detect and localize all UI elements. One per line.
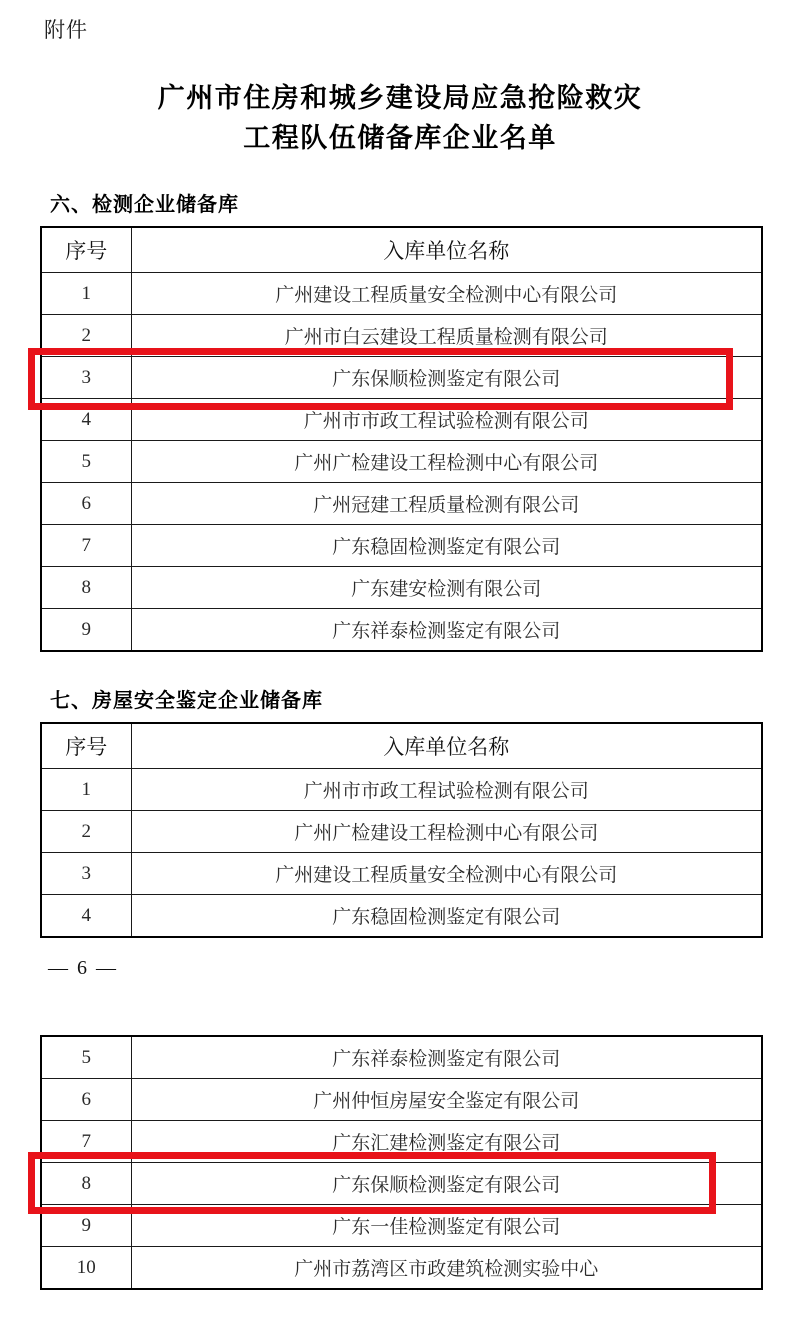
table-detection-enterprises xyxy=(40,226,763,652)
cell-company-name: 广东保顺检测鉴定有限公司 xyxy=(131,357,762,399)
table-row xyxy=(41,399,762,441)
cell-company-name: 广州冠建工程质量检测有限公司 xyxy=(131,483,762,525)
table-row xyxy=(41,1079,762,1121)
cell-company-name: 广东祥泰检测鉴定有限公司 xyxy=(131,609,762,652)
title-line-2: 工程队伍储备库企业名单 xyxy=(243,123,557,153)
cell-index: 6 xyxy=(41,1079,131,1121)
cell-index: 4 xyxy=(41,399,131,441)
page-title xyxy=(0,78,800,158)
cell-company-name: 广东汇建检测鉴定有限公司 xyxy=(131,1121,762,1163)
cell-index: 8 xyxy=(41,567,131,609)
section-heading-7: 七、房屋安全鉴定企业储备库 xyxy=(50,690,323,712)
table-row xyxy=(41,315,762,357)
table-row xyxy=(41,1247,762,1290)
cell-company-name: 广州广检建设工程检测中心有限公司 xyxy=(131,811,762,853)
cell-company-name: 广东稳固检测鉴定有限公司 xyxy=(131,895,762,938)
cell-company-name: 广州市白云建设工程质量检测有限公司 xyxy=(131,315,762,357)
table-row xyxy=(41,1205,762,1247)
cell-company-name: 广州广检建设工程检测中心有限公司 xyxy=(131,441,762,483)
section-heading-6: 六、检测企业储备库 xyxy=(50,194,239,216)
table-row xyxy=(41,357,762,399)
cell-company-name: 广州建设工程质量安全检测中心有限公司 xyxy=(131,853,762,895)
cell-index: 4 xyxy=(41,895,131,938)
cell-index: 2 xyxy=(41,315,131,357)
cell-index: 5 xyxy=(41,441,131,483)
cell-index: 2 xyxy=(41,811,131,853)
column-header-name: 入库单位名称 xyxy=(131,723,762,769)
cell-company-name: 广东祥泰检测鉴定有限公司 xyxy=(131,1036,762,1079)
cell-index: 6 xyxy=(41,483,131,525)
cell-company-name: 广州市荔湾区市政建筑检测实验中心 xyxy=(131,1247,762,1290)
cell-index: 7 xyxy=(41,525,131,567)
cell-index: 1 xyxy=(41,273,131,315)
cell-company-name: 广东一佳检测鉴定有限公司 xyxy=(131,1205,762,1247)
table-row xyxy=(41,525,762,567)
attachment-label: 附件 xyxy=(44,18,88,42)
cell-index: 3 xyxy=(41,357,131,399)
title-line-1: 广州市住房和城乡建设局应急抢险救灾 xyxy=(157,83,643,113)
cell-company-name: 广东保顺检测鉴定有限公司 xyxy=(131,1163,762,1205)
cell-company-name: 广州市市政工程试验检测有限公司 xyxy=(131,769,762,811)
cell-company-name: 广东稳固检测鉴定有限公司 xyxy=(131,525,762,567)
table-header-row xyxy=(41,723,762,769)
cell-index: 9 xyxy=(41,1205,131,1247)
table-header-row xyxy=(41,227,762,273)
page-number: — 6 — xyxy=(48,957,118,979)
cell-company-name: 广东建安检测有限公司 xyxy=(131,567,762,609)
table-housing-safety-appraisal-continued xyxy=(40,1035,763,1290)
table-row xyxy=(41,853,762,895)
table-row xyxy=(41,567,762,609)
cell-index: 9 xyxy=(41,609,131,652)
column-header-index: 序号 xyxy=(41,723,131,769)
table-row xyxy=(41,441,762,483)
cell-company-name: 广州建设工程质量安全检测中心有限公司 xyxy=(131,273,762,315)
table-row xyxy=(41,273,762,315)
table-row xyxy=(41,483,762,525)
table-row xyxy=(41,811,762,853)
table-row xyxy=(41,769,762,811)
table-housing-safety-appraisal xyxy=(40,722,763,938)
table-row xyxy=(41,1036,762,1079)
cell-company-name: 广州市市政工程试验检测有限公司 xyxy=(131,399,762,441)
cell-index: 1 xyxy=(41,769,131,811)
table-row xyxy=(41,1121,762,1163)
column-header-index: 序号 xyxy=(41,227,131,273)
cell-index: 3 xyxy=(41,853,131,895)
table-row xyxy=(41,609,762,652)
cell-index: 7 xyxy=(41,1121,131,1163)
cell-index: 10 xyxy=(41,1247,131,1290)
cell-index: 8 xyxy=(41,1163,131,1205)
table-row xyxy=(41,1163,762,1205)
cell-company-name: 广州仲恒房屋安全鉴定有限公司 xyxy=(131,1079,762,1121)
cell-index: 5 xyxy=(41,1036,131,1079)
table-row xyxy=(41,895,762,938)
column-header-name: 入库单位名称 xyxy=(131,227,762,273)
